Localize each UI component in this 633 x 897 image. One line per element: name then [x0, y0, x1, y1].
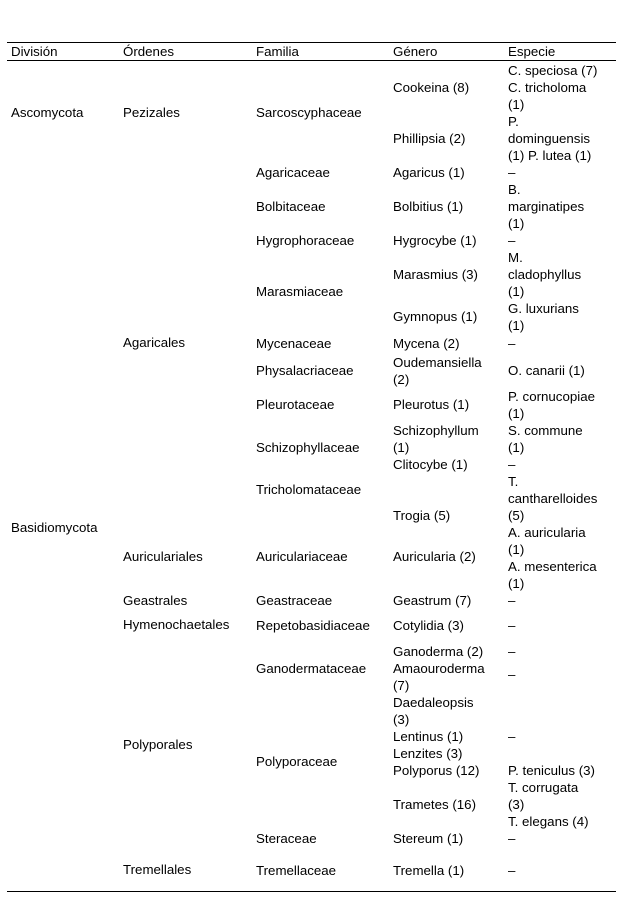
species-a-mesenterica-count: (1) [508, 576, 525, 591]
genus-oudemansiella: Oudemansiella [393, 355, 482, 370]
family-agaricaceae: Agaricaceae [256, 165, 330, 180]
genus-stereum: Stereum (1) [393, 831, 464, 846]
order-hymenochaetales: Hymenochaetales [123, 617, 230, 632]
species-a-auricularia-count: (1) [508, 542, 525, 557]
species-g-luxurians-count: (1) [508, 318, 525, 333]
genus-tremella: Tremella (1) [393, 863, 465, 878]
header-division: División [11, 44, 58, 59]
genus-daedaleopsis-count: (3) [393, 712, 410, 727]
species-t-cantharelloides: cantharelloides [508, 491, 598, 506]
species-dash-mycena: – [508, 336, 516, 351]
species-dash-amaouroderma: – [508, 667, 516, 682]
family-schizophyllaceae: Schizophyllaceae [256, 440, 360, 455]
genus-trametes: Trametes (16) [393, 797, 477, 812]
genus-mycena: Mycena (2) [393, 336, 460, 351]
family-geastraceae: Geastraceae [256, 593, 333, 608]
genus-geastrum: Geastrum (7) [393, 593, 472, 608]
family-bolbitaceae: Bolbitaceae [256, 199, 326, 214]
species-dash-hygrocybe: – [508, 233, 516, 248]
genus-oudemansiella-count: (2) [393, 372, 410, 387]
species-b-marginatipes-count: (1) [508, 216, 525, 231]
family-mycenaceae: Mycenaceae [256, 336, 332, 351]
species-t-cantharelloides-genus: T. [508, 474, 519, 489]
species-c-speciosa: C. speciosa (7) [508, 63, 598, 78]
header-familia: Familia [256, 44, 299, 59]
genus-cookeina: Cookeina (8) [393, 80, 470, 95]
species-dash-lentinus: – [508, 729, 516, 744]
division-ascomycota: Ascomycota [11, 105, 84, 120]
species-t-corrugata-count: (3) [508, 797, 525, 812]
genus-phillipsia: Phillipsia (2) [393, 131, 466, 146]
species-c-tricholoma-count: (1) [508, 97, 525, 112]
family-steraceae: Steraceae [256, 831, 317, 846]
species-s-commune-count: (1) [508, 440, 525, 455]
genus-ganoderma: Ganoderma (2) [393, 644, 484, 659]
genus-lentinus: Lentinus (1) [393, 729, 464, 744]
genus-schizophyllum: Schizophyllum [393, 423, 479, 438]
species-p-dominguensis: dominguensis [508, 131, 591, 146]
order-geastrales: Geastrales [123, 593, 188, 608]
header-ordenes: Órdenes [123, 44, 174, 59]
family-polyporaceae: Polyporaceae [256, 754, 338, 769]
genus-gymnopus: Gymnopus (1) [393, 309, 478, 324]
species-b-marginatipes: marginatipes [508, 199, 585, 214]
species-p-cornucopiae-count: (1) [508, 406, 525, 421]
order-auriculariales: Auriculariales [123, 549, 203, 564]
genus-lenzites: Lenzites (3) [393, 746, 463, 761]
species-m-cladophyllus-genus: M. [508, 250, 523, 265]
genus-bolbitius: Bolbitius (1) [393, 199, 464, 214]
family-sarcoscyphaceae: Sarcoscyphaceae [256, 105, 362, 120]
genus-marasmius: Marasmius (3) [393, 267, 478, 282]
species-o-canarii: O. canarii (1) [508, 363, 585, 378]
species-m-cladophyllus-count: (1) [508, 284, 525, 299]
order-tremellales: Tremellales [123, 862, 192, 877]
header-genero: Género [393, 44, 438, 59]
species-s-commune: S. commune [508, 423, 583, 438]
genus-schizophyllum-count: (1) [393, 440, 410, 455]
genus-daedaleopsis: Daedaleopsis [393, 695, 474, 710]
species-g-luxurians: G. luxurians [508, 301, 579, 316]
genus-amaouroderma: Amaouroderma [393, 661, 485, 676]
species-a-mesenterica: A. mesenterica [508, 559, 597, 574]
family-pleurotaceae: Pleurotaceae [256, 397, 335, 412]
family-tricholomataceae: Tricholomataceae [256, 482, 362, 497]
family-marasmiaceae: Marasmiaceae [256, 284, 344, 299]
species-m-cladophyllus: cladophyllus [508, 267, 582, 282]
family-ganodermataceae: Ganodermataceae [256, 661, 367, 676]
species-t-corrugata: T. corrugata [508, 780, 579, 795]
species-dash-stereum: – [508, 831, 516, 846]
species-dash-clitocybe: – [508, 457, 516, 472]
species-p-teniculus: P. teniculus (3) [508, 763, 595, 778]
family-auriculariaceae: Auriculariaceae [256, 549, 348, 564]
genus-cotylidia: Cotylidia (3) [393, 618, 464, 633]
genus-auricularia: Auricularia (2) [393, 549, 476, 564]
genus-agaricus: Agaricus (1) [393, 165, 465, 180]
species-dash-cotylidia: – [508, 618, 516, 633]
species-t-elegans: T. elegans (4) [508, 814, 589, 829]
genus-clitocybe: Clitocybe (1) [393, 457, 468, 472]
species-p-cornucopiae: P. cornucopiae [508, 389, 595, 404]
genus-polyporus: Polyporus (12) [393, 763, 480, 778]
species-dash-geastrum: – [508, 593, 516, 608]
genus-hygrocybe: Hygrocybe (1) [393, 233, 477, 248]
family-physalacriaceae: Physalacriaceae [256, 363, 354, 378]
species-a-auricularia: A. auricularia [508, 525, 586, 540]
genus-pleurotus: Pleurotus (1) [393, 397, 470, 412]
species-dash-ganoderma: – [508, 644, 516, 659]
family-tremellaceae: Tremellaceae [256, 863, 337, 878]
species-dash-agaricus: – [508, 165, 516, 180]
genus-trogia: Trogia (5) [393, 508, 451, 523]
order-pezizales: Pezizales [123, 105, 180, 120]
table-bottom-rule [7, 891, 616, 892]
species-p-lutea: (1) P. lutea (1) [508, 148, 592, 163]
division-basidiomycota: Basidiomycota [11, 520, 98, 535]
species-t-cantharelloides-count: (5) [508, 508, 525, 523]
header-especie: Especie [508, 44, 556, 59]
family-hygrophoraceae: Hygrophoraceae [256, 233, 355, 248]
species-p-dominguensis-genus: P. [508, 114, 519, 129]
genus-amaouroderma-count: (7) [393, 678, 410, 693]
order-agaricales: Agaricales [123, 335, 186, 350]
family-repetobasidiaceae: Repetobasidiaceae [256, 618, 370, 633]
species-dash-tremella: – [508, 863, 516, 878]
order-polyporales: Polyporales [123, 737, 193, 752]
species-c-tricholoma: C. tricholoma [508, 80, 587, 95]
species-b-marginatipes-genus: B. [508, 182, 521, 197]
header-rule [7, 60, 616, 61]
